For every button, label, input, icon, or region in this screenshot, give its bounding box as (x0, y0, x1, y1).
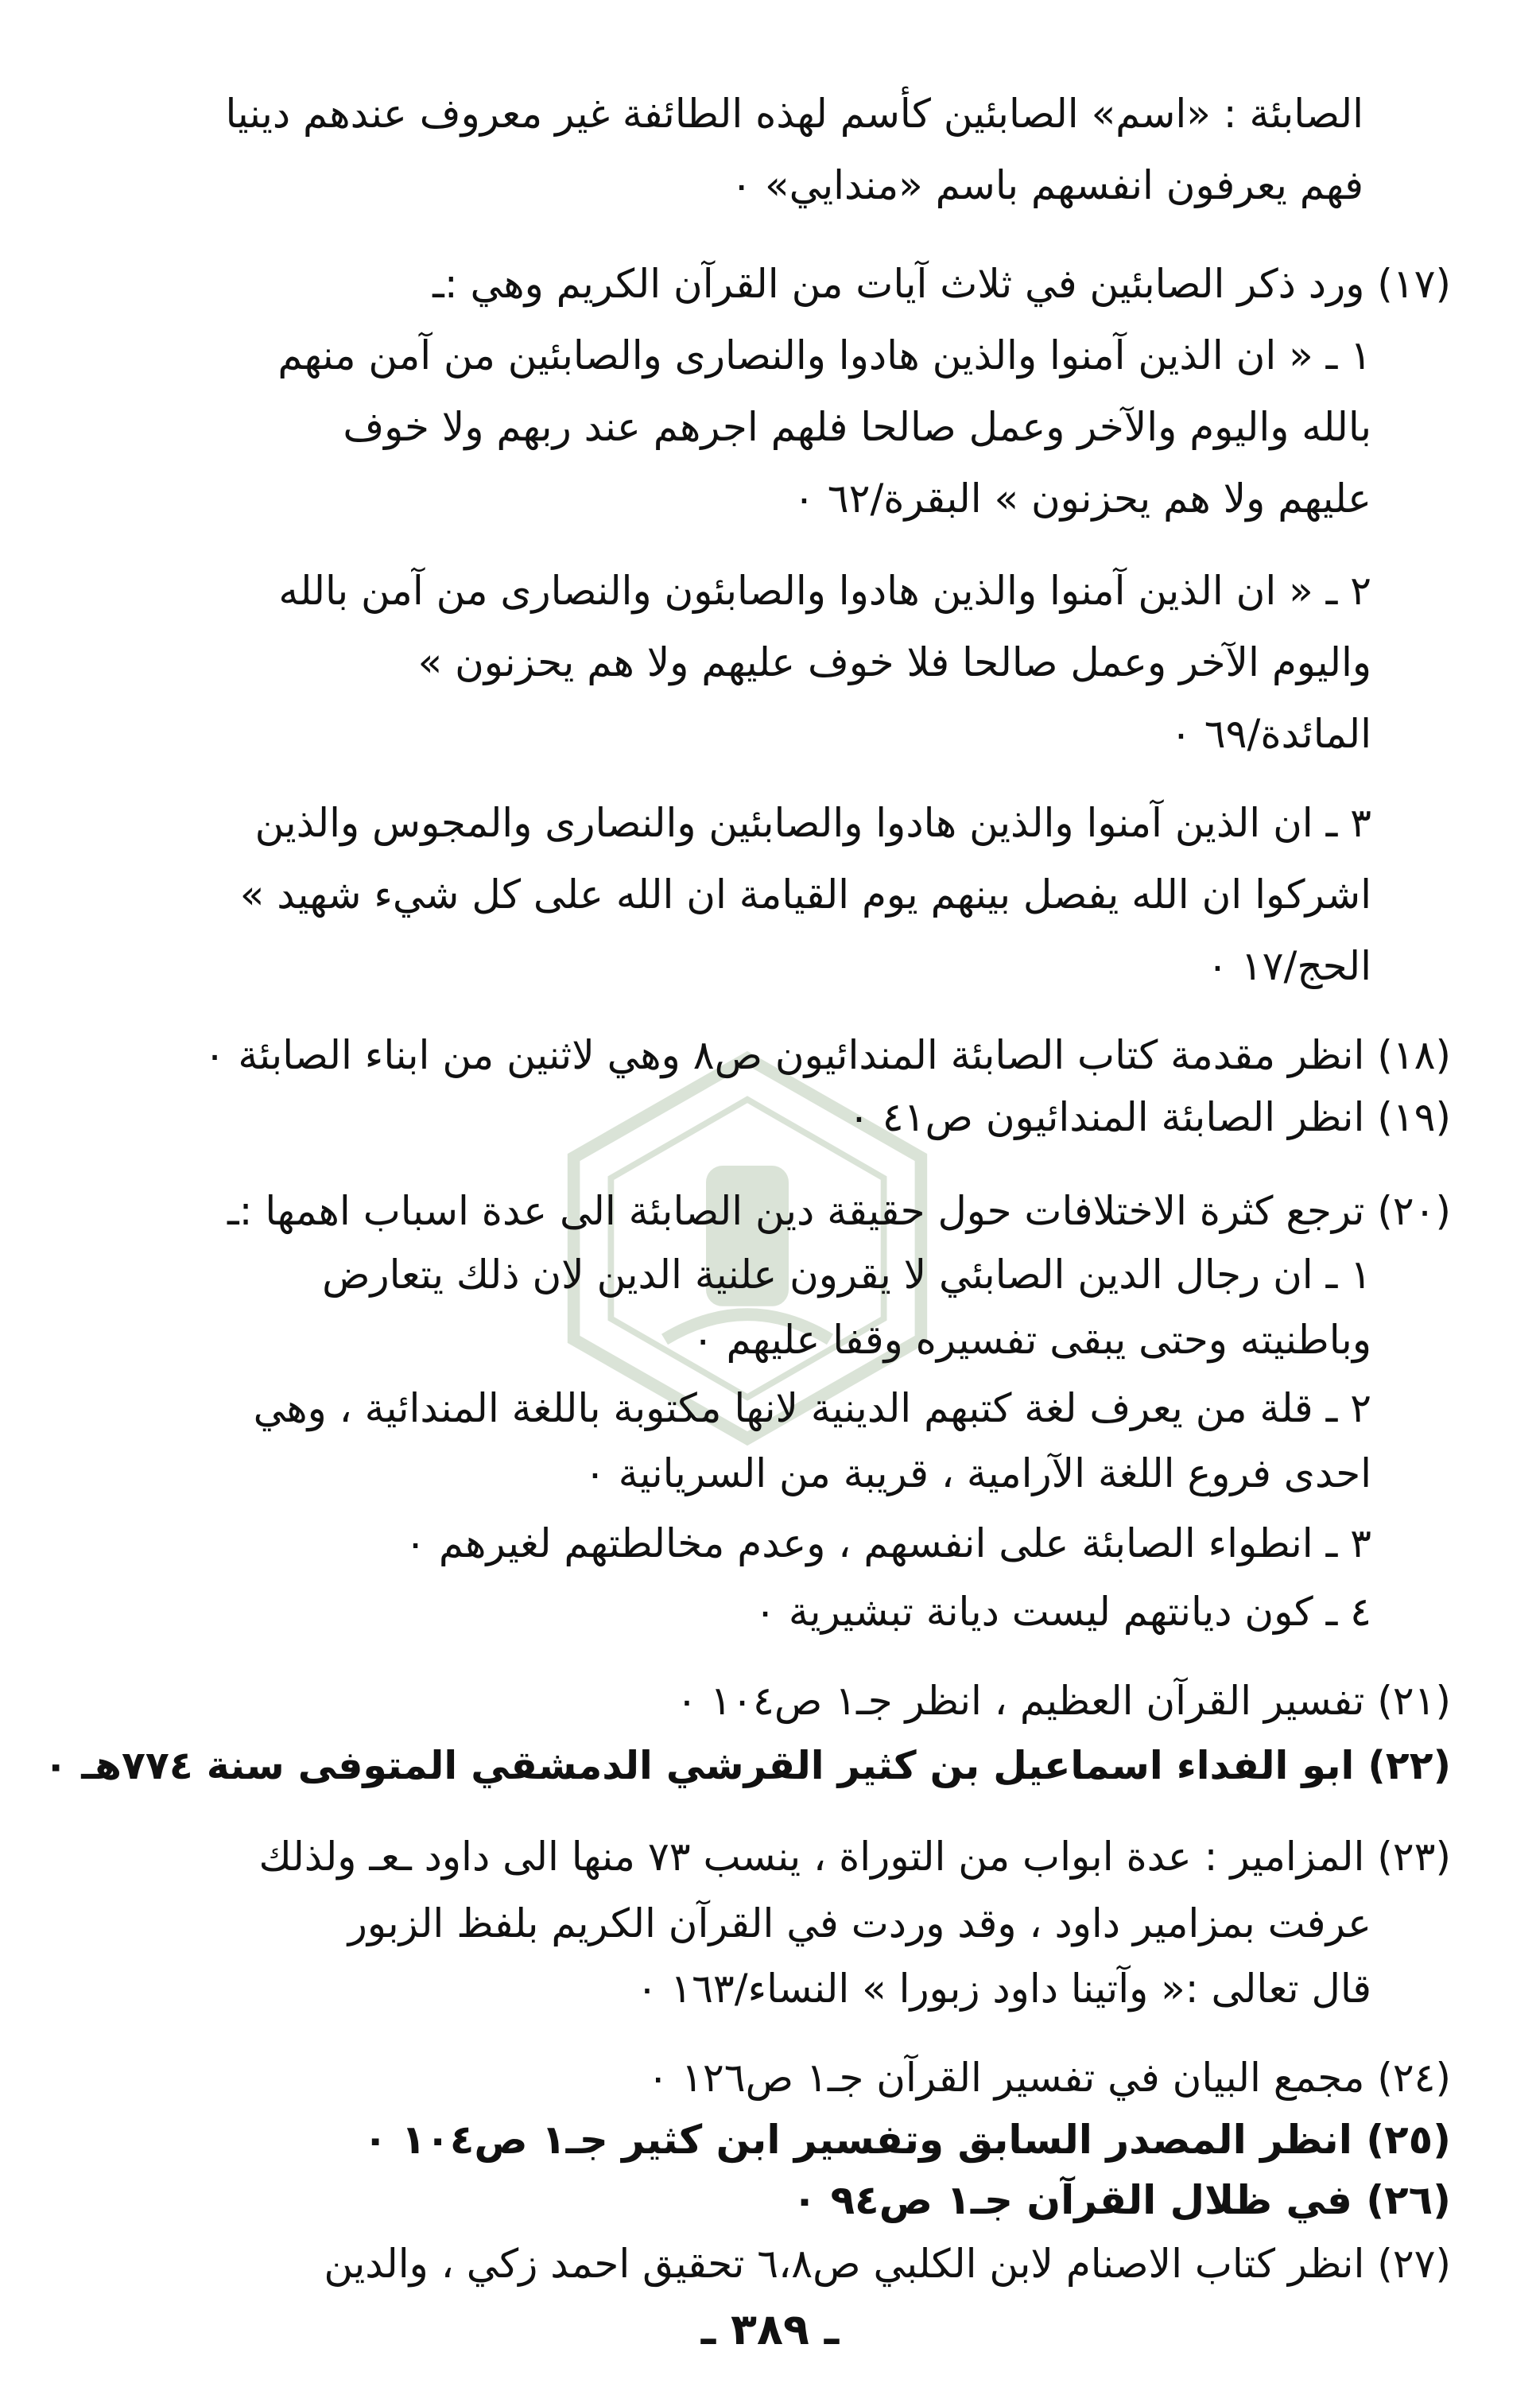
note-25: (٢٥) انظر المصدر السابق وتفسير ابن كثير جـ١ ص١٠٤ ٠ (363, 2117, 1451, 2163)
text-line: فهم يعرفون انفسهم باسم «مندايي» ٠ (731, 162, 1364, 208)
note-24: (٢٤) مجمع البيان في تفسير القرآن جـ١ ص١٢٦ ٠ (647, 2055, 1451, 2101)
text-line: ٢ ـ « ان الذين آمنوا والذين هادوا والصابئون والنصارى من آمن بالله (278, 568, 1371, 614)
text-line: اشركوا ان الله يفصل بينهم يوم القيامة ان الله على كل شيء شهيد » (239, 871, 1371, 918)
text-line: الحج/١٧ ٠ (1206, 943, 1371, 989)
text-line: ٣ ـ انطواء الصابئة على انفسهم ، وعدم مخالطتهم لغيرهم ٠ (405, 1520, 1371, 1566)
text-line: المائدة/٦٩ ٠ (1170, 711, 1371, 757)
note-23: (٢٣) المزامير : عدة ابواب من التوراة ، ينسب ٧٣ منها الى داود ـعـ ولذلك (258, 1834, 1451, 1880)
note-22: (٢٢) ابو الفداء اسماعيل بن كثير القرشي الدمشقي المتوفى سنة ٧٧٤هـ ٠ (44, 1743, 1451, 1788)
text-line: ١ ـ « ان الذين آمنوا والذين هادوا والنصارى والصابئين من آمن منهم (277, 332, 1371, 378)
text-line: ٤ ـ كون ديانتهم ليست ديانة تبشيرية ٠ (754, 1589, 1371, 1635)
note-26: (٢٦) في ظلال القرآن جـ١ ص٩٤ ٠ (792, 2177, 1451, 2223)
text-line: ١ ـ ان رجال الدين الصابئي لا يقرون علنية الدين لان ذلك يتعارض (322, 1252, 1371, 1298)
text-line: عرفت بمزامير داود ، وقد وردت في القرآن الكريم بلفظ الزبور (347, 1900, 1371, 1946)
note-27: (٢٧) انظر كتاب الاصنام لابن الكلبي ص٦،٨ تحقيق احمد زكي ، والدين (324, 2241, 1451, 2287)
text-line: بالله واليوم والآخر وعمل صالحا فلهم اجرهم عند ربهم ولا خوف (343, 404, 1371, 450)
text-line: واليوم الآخر وعمل صالحا فلا خوف عليهم ولا هم يحزنون » (417, 639, 1371, 685)
page-number: ـ ٣٨٩ ـ (700, 2304, 840, 2354)
note-19: (١٩) انظر الصابئة المندائيون ص٤١ ٠ (848, 1094, 1451, 1140)
text-line: ٣ ـ ان الذين آمنوا والذين هادوا والصابئين والنصارى والمجوس والذين (254, 800, 1371, 846)
text-line: عليهم ولا هم يحزنون » البقرة/٦٢ ٠ (793, 475, 1371, 522)
text-line: وباطنيته وحتى يبقى تفسيره وقفا عليهم ٠ (692, 1317, 1371, 1363)
note-20: (٢٠) ترجع كثرة الاختلافات حول حقيقة دين الصابئة الى عدة اسباب اهمها :ـ (227, 1188, 1451, 1234)
text-line: الصابئة : «اسم» الصابئين كأسم لهذه الطائفة غير معروف عندهم دينيا (225, 91, 1364, 137)
text-line: قال تعالى :« وآتينا داود زبورا » النساء/١٦٣ ٠ (636, 1966, 1371, 2012)
note-17: (١٧) ورد ذكر الصابئين في ثلاث آيات من القرآن الكريم وهي :ـ (433, 261, 1451, 307)
note-21: (٢١) تفسير القرآن العظيم ، انظر جـ١ ص١٠٤ ٠ (676, 1678, 1451, 1724)
text-line: ٢ ـ قلة من يعرف لغة كتبهم الدينية لانها مكتوبة باللغة المندائية ، وهي (253, 1385, 1371, 1431)
text-line: احدى فروع اللغة الآرامية ، قريبة من السريانية ٠ (584, 1450, 1371, 1496)
note-18: (١٨) انظر مقدمة كتاب الصابئة المندائيون ص٨ وهي لاثنين من ابناء الصابئة ٠ (204, 1032, 1451, 1078)
